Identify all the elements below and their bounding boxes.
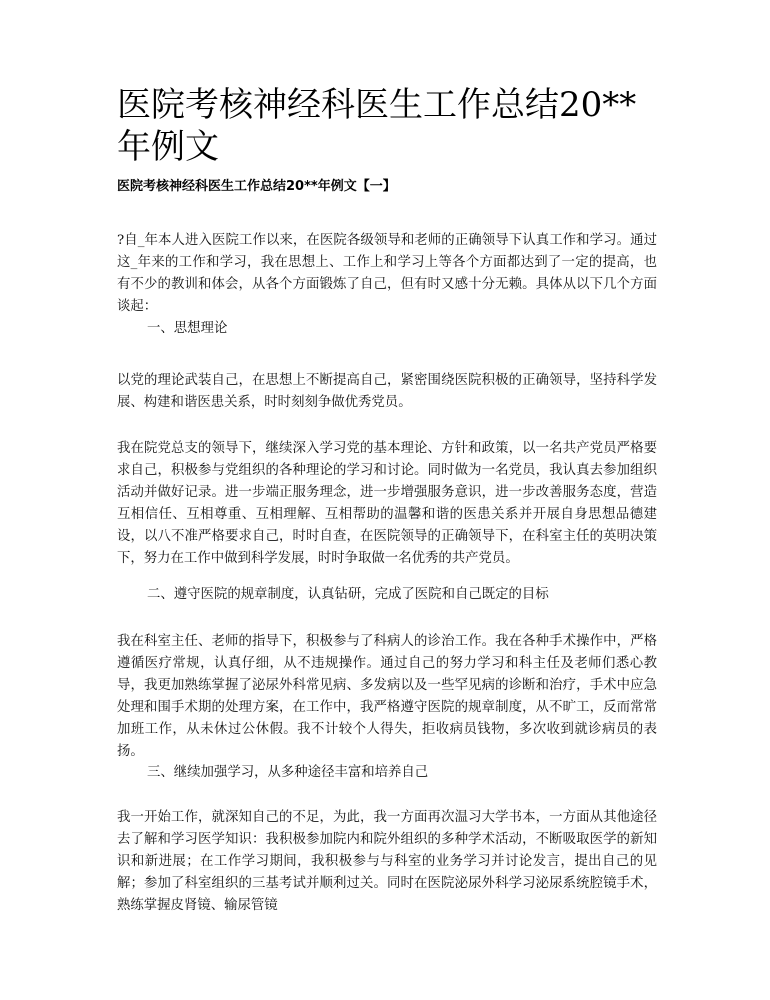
document-subtitle: 医院考核神经科医生工作总结20**年例文【一】 xyxy=(117,179,396,194)
paragraph-2: 我在院党总支的领导下，继续深入学习党的基本理论、方针和政策，以一名共产党员严格要求自己，积极参与党组织的各种理论的学习和讨论。同时做为一名党员，我认真去参加组织活动并做好记录。进一步端正服务理念，进一步增强服务意识，进一步改善服务态度，营造互相信任、互相尊重、互相理解、互相帮助的温馨和谐的医患关系并开展自身思想品德建设，以八不准严格要求自己，时时自查，在医院领导的正确领导下，在科室主任的英明决策下，努力在工作中做到科学发展，时时争取做一名优秀的共产党员。 xyxy=(117,441,657,566)
paragraph-1: 以党的理论武装自己，在思想上不断提高自己，紧密围绕医院积极的正确领导，坚持科学发展、构建和谐医患关系，时时刻刻争做优秀党员。 xyxy=(117,373,657,410)
section-heading-1: 一、思想理论 xyxy=(147,321,228,336)
paragraph-3: 我在科室主任、老师的指导下，积极参与了科病人的诊治工作。我在各种手术操作中，严格遵循医疗常规，认真仔细，从不违规操作。通过自己的努力学习和科主任及老师们悉心教导，我更加熟练掌握了泌尿外科常见病、多发病以及一些罕见病的诊断和治疗，手术中应急处理和围手术期的处理方案，在工作中，我严格遵守医院的规章制度，从不旷工，反而常常加班工作，从未休过公休假。我不计较个人得失，拒收病员钱物，多次收到就诊病员的表扬。 xyxy=(117,634,657,759)
section-heading-2: 二、遵守医院的规章制度，认真钻研，完成了医院和自己既定的目标 xyxy=(147,587,549,602)
paragraph-intro: ?自_年本人进入医院工作以来，在医院各级领导和老师的正确领导下认真工作和学习。通过这_年来的工作和学习，我在思想上、工作上和学习上等各个方面都达到了一定的提高，也有不少的教训和体会，从各个方面锻炼了自己，但有时又感十分无赖。具体从以下几个方面谈起： xyxy=(117,233,657,314)
document-title: 医院考核神经科医生工作总结20**年例文 xyxy=(117,85,637,167)
section-heading-3: 三、继续加强学习，从多种途径丰富和培养自己 xyxy=(147,765,429,780)
paragraph-4: 我一开始工作，就深知自己的不足，为此，我一方面再次温习大学书本，一方面从其他途径去了解和学习医学知识：我积极参加院内和院外组织的多种学术活动，不断吸取医学的新知识和新进展；在工作学习期间，我积极参与与科室的业务学习并讨论发言，提出自己的见解；参加了科室组织的三基考试并顺利过关。同时在医院泌尿外科学习泌尿系统腔镜手术，熟练掌握皮肾镜、输尿管镜 xyxy=(117,810,657,913)
